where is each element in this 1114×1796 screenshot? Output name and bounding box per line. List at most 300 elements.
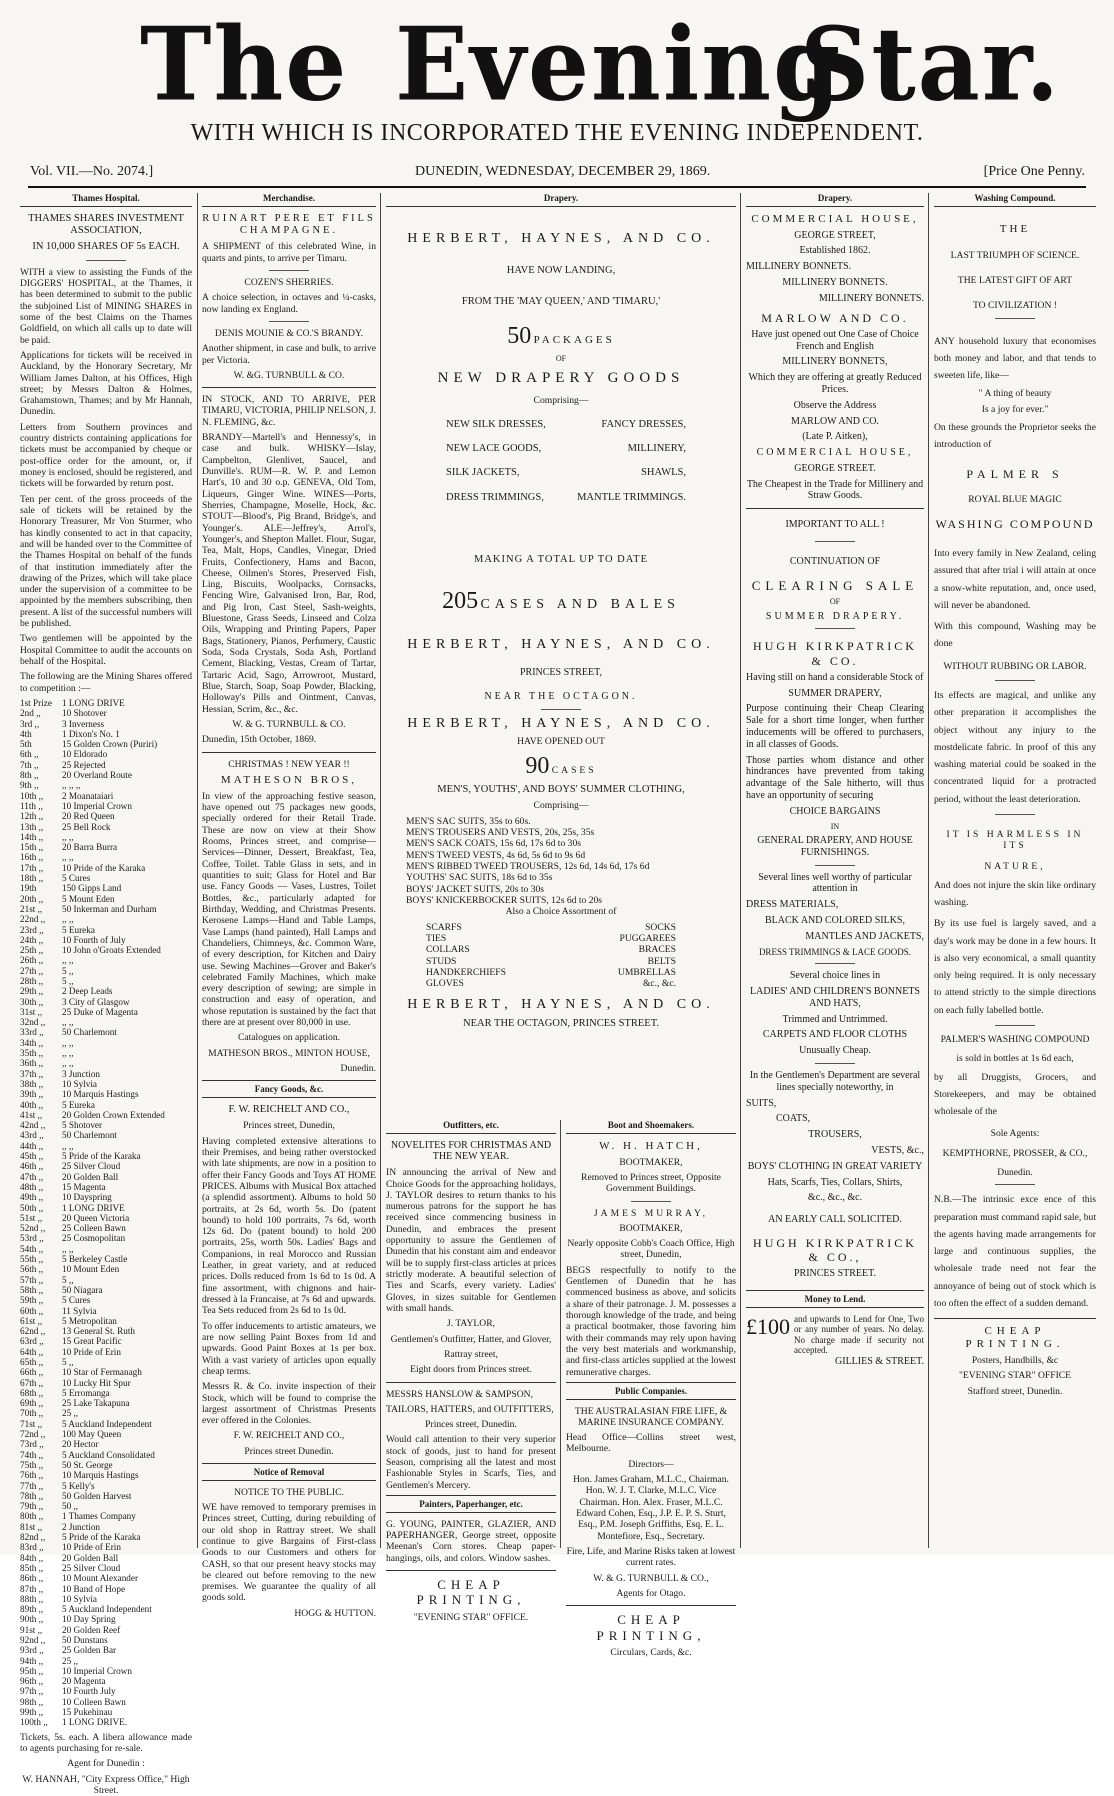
prize-rank: 57th ,,: [20, 1274, 44, 1285]
prize-shares: 25 Colleen Bawn: [62, 1223, 126, 1234]
prize-shares: 25 Lake Takapuna: [62, 1398, 130, 1409]
paragraph: Into every family in New Zealand, celing assured that after trial i will attain at once a snow-white reputation, and, once used, will never be abandoned.: [934, 548, 1096, 611]
address: PRINCES STREET.: [793, 1268, 877, 1280]
paragraph: Two gentlemen will be appointed by the Hospital Committee to audit the accounts on behalf of the Hospital.: [20, 633, 192, 668]
prize-rank: 37th ,,: [20, 1068, 44, 1079]
prize-rank: 58th ,,: [20, 1284, 44, 1295]
prize-row: [20, 1058, 192, 1068]
prize-rank: 6th ,,: [20, 749, 39, 760]
prize-row: [20, 873, 192, 883]
firm-name: HERBERT, HAYNES, AND CO.: [407, 715, 715, 731]
prize-shares: 20 Magenta: [62, 1676, 106, 1687]
prize-rank: 36th ,,: [20, 1058, 44, 1069]
section-heading: Drapery.: [746, 193, 924, 207]
prize-row: [20, 1027, 192, 1037]
ad-headline: IT IS HARMLESS IN ITS: [946, 828, 1084, 852]
accessory-row: [426, 956, 676, 967]
divider: [202, 752, 376, 753]
paragraph: Would call attention to their very superior stock of goods, just to hand for present Season, comprising all the latest and most Fashionable Styles in Scarfs, Ties, and Gentlemen's Mercery.: [386, 1434, 556, 1491]
prize-shares: 10 Colleen Bawn: [62, 1696, 126, 1707]
ad-line: COATS,: [776, 1113, 811, 1125]
prize-shares: 5 ,,: [62, 1356, 74, 1367]
prize-shares: 3 Junction: [62, 1068, 101, 1079]
divider: [269, 270, 309, 271]
prize-row: [20, 955, 192, 965]
prize-shares: ,, ,,: [62, 1017, 74, 1028]
prize-rank: 1st Prize: [20, 697, 52, 708]
prize-rank: 91st ,,: [20, 1624, 43, 1635]
suits-list: [386, 816, 736, 907]
paragraph: Head Office—Collins street west, Melbourne.: [566, 1432, 736, 1455]
prize-rank: 9th ,,: [20, 780, 39, 791]
address: PRINCES STREET,: [519, 667, 603, 679]
column-divider: [380, 193, 381, 1548]
prize-shares: 10 John o'Groats Extended: [62, 945, 161, 956]
prize-rank: 61st ,,: [20, 1315, 43, 1326]
prize-row: [20, 1614, 192, 1624]
ad-line: COMMERCIAL HOUSE,: [756, 447, 914, 459]
ad-line: Unusually Cheap.: [799, 1045, 871, 1057]
paragraph: The following are the Mining Shares offered to competition :—: [20, 671, 192, 694]
ad-title: COZEN'S SHERRIES.: [244, 276, 334, 288]
prize-row: [20, 863, 192, 873]
prize-rank: 68th ,,: [20, 1387, 44, 1398]
prize-row: [20, 1182, 192, 1192]
prize-row: [20, 1686, 192, 1696]
column-outfitters: [386, 1120, 556, 1623]
ad-line: Sole Agents:: [990, 1128, 1040, 1140]
paragraph: And does not injure the skin like ordinary washing.: [934, 879, 1096, 909]
signature: W. & G. TURNBULL & CO.: [232, 718, 346, 730]
prize-shares: 10 Day Spring: [62, 1614, 116, 1625]
ad-line: TROUSERS,: [808, 1129, 862, 1141]
prize-row: [20, 1563, 192, 1573]
section-heading: Money to Lend.: [746, 1290, 924, 1308]
prize-row: [20, 739, 192, 749]
prize-rank: 95th ,,: [20, 1665, 44, 1676]
prize-rank: 22nd ,,: [20, 914, 46, 925]
ad-line: FROM THE 'MAY QUEEN,' AND 'TIMARU,': [461, 295, 661, 307]
prize-row: [20, 1676, 192, 1686]
prize-row: [20, 1254, 192, 1264]
prize-rank: 13th ,,: [20, 821, 44, 832]
goods-item: MILLINERY,: [627, 443, 686, 454]
prize-row: [20, 1357, 192, 1367]
address: Dunedin.: [997, 1166, 1033, 1178]
ad-headline: SUMMER DRAPERY.: [765, 610, 905, 622]
accessory-item: BELTS: [647, 955, 676, 967]
prize-shares: 100 May Queen: [62, 1429, 122, 1440]
ad-line: Circulars, Cards, &c.: [610, 1646, 692, 1658]
goods-item: NEW SILK DRESSES,: [446, 418, 546, 430]
prize-rank: 87th ,,: [20, 1583, 44, 1594]
prize-row: [20, 708, 192, 718]
column-divider: [197, 193, 198, 1548]
dateline: [30, 162, 1085, 184]
prize-row: [20, 1017, 192, 1027]
prize-shares: 50 ,,: [62, 1501, 79, 1512]
section-heading: Painters, Paperhanger, etc.: [386, 1495, 556, 1513]
goods-item: FANCY DRESSES,: [601, 418, 686, 430]
prize-shares: ,, ,,: [62, 1243, 74, 1254]
accessory-item: GLOVES: [426, 978, 464, 990]
prize-shares: 10 Fourth July: [62, 1686, 116, 1697]
prize-rank: 45th ,,: [20, 1151, 44, 1162]
paragraph: With this compound, Washing may be done: [934, 621, 1096, 650]
prize-row: [20, 1367, 192, 1377]
prize-rank: 18th ,,: [20, 873, 44, 884]
ad-line: GENERAL DRAPERY, AND HOUSE FURNISHINGS.: [757, 834, 913, 858]
prize-row: [20, 1481, 192, 1491]
prize-rank: 44th ,,: [20, 1140, 44, 1151]
prize-shares: 5 Auckland Consolidated: [62, 1449, 155, 1460]
paragraph: In view of the approaching festive season, have opened out 75 packages new goods, specially ordered for their Retail Trade. These are now on view at their Show Rooms, Princes street, and comprise— Services—Dinner, Dessert, Breakfast, Tea, Coffee, Toilet. Table Glass in sets, and in quantities to suit; Glass for Hotel and Bar use. Fancy Goods — Vases, Lustres, Toilet Bottles, &c., particularly adapted for Birthday, Wedding, and Christmas Presents. Kerosene Lamps—Hand and Table Lamps, Vase Lamps (hand painted), Hall Lamps and Chandeliers, Chimneys, &c. Common Ware, of every description, for Kitchen and Dairy use. Sewing Machines—Grover and Baker's celebrated Family Machines, which make every description of sewing; are simple in construction and easy of operation, and whose reputation is sustained by the fact that there are at present over 80,000 in use.: [202, 790, 376, 1029]
section-heading: Public Companies.: [566, 1382, 736, 1400]
prize-row: [20, 1573, 192, 1583]
ad-line: BOYS' CLOTHING IN GREAT VARIETY: [747, 1160, 923, 1172]
prize-row: [20, 1336, 192, 1346]
prize-shares: 10 Shotover: [62, 708, 107, 719]
section-heading: Fancy Goods, &c.: [202, 1080, 376, 1098]
paragraph: Which they are offering at greatly Reduced Prices.: [748, 372, 922, 395]
prize-shares: 10 Eldorado: [62, 749, 108, 760]
prize-rank: 62nd ,,: [20, 1326, 46, 1337]
prize-shares: 5 ,,: [62, 976, 74, 986]
prize-rank: 10th ,,: [20, 790, 44, 801]
prize-rank: 96th ,,: [20, 1676, 44, 1687]
signature: Eight doors from Princes street.: [410, 1364, 532, 1376]
prize-row: [20, 1450, 192, 1460]
prize-shares: 5 Cures: [62, 1295, 91, 1306]
accessory-item: PUGGAREES: [619, 932, 676, 944]
prize-row: [20, 1470, 192, 1480]
prize-shares: 5 Auckland Independent: [62, 1418, 152, 1429]
accessory-item: COLLARS: [426, 944, 470, 956]
ad-line: CONTINUATION OF: [789, 556, 881, 568]
ad-line: OF: [555, 354, 567, 364]
ad-line: "EVENING STAR" OFFICE: [958, 1370, 1072, 1382]
prize-rank: 14th ,,: [20, 831, 44, 842]
accessory-row: [426, 944, 676, 955]
prize-row: [20, 1388, 192, 1398]
prize-rank: 52nd ,,: [20, 1223, 46, 1234]
prize-shares: 5 Pride of the Karaka: [62, 1151, 141, 1162]
prize-shares: 5 ,,: [62, 965, 74, 976]
ad-line: MAKING A TOTAL UP TO DATE: [474, 554, 648, 566]
column-commercial-house: [746, 193, 924, 1548]
prize-rank: 33rd ,,: [20, 1027, 44, 1038]
prize-shares: 5 Shotover: [62, 1120, 103, 1131]
prize-shares: 1 Thames Company: [62, 1511, 136, 1522]
divider: [995, 1184, 1035, 1185]
prize-rank: 88th ,,: [20, 1593, 44, 1604]
prize-row: [20, 1089, 192, 1099]
brand-name: PALMER S: [966, 467, 1064, 482]
ad-line: DRESS MATERIALS,: [746, 899, 839, 911]
prize-shares: 5 Eureka: [62, 1099, 95, 1110]
suit-item: BOYS' JACKET SUITS, 20s to 30s: [406, 883, 545, 895]
prize-shares: 50 Inkerman and Durham: [62, 903, 157, 914]
prize-rank: 92nd ,,: [20, 1635, 46, 1645]
prize-row: [20, 780, 192, 790]
prize-rank: 86th ,,: [20, 1573, 44, 1584]
prize-row: [20, 770, 192, 780]
paragraph: Having still on hand a considerable Stock of: [746, 671, 924, 683]
prize-rank: 71st ,,: [20, 1418, 43, 1429]
ad-title: NOVELITES FOR CHRISTMAS AND THE NEW YEAR.: [390, 1139, 552, 1163]
goods-item: MANTLE TRIMMINGS.: [577, 491, 686, 503]
prize-shares: 20 Golden Ball: [62, 1552, 119, 1563]
prize-rank: 38th ,,: [20, 1078, 44, 1089]
prize-row: [20, 729, 192, 739]
prize-rank: 83rd ,,: [20, 1542, 44, 1553]
ad-line: Stafford street, Dunedin.: [967, 1385, 1063, 1397]
prize-rank: 53rd ,,: [20, 1233, 44, 1244]
prize-shares: 15 Golden Crown (Puriri): [62, 739, 158, 750]
paragraph: N.B.—The intrinsic exce ence of this preparation must command rapid sale, but the agents having made arrangements for large and continuous supplies, the wholesale trade need not fear the annoyance of being out of stock which is too often the effect of a sudden demand.: [934, 1194, 1096, 1309]
prize-rank: 34th ,,: [20, 1037, 44, 1048]
prize-shares: 10 Sylvia: [62, 1078, 97, 1089]
prize-shares: 10 Lucky Hit Spur: [62, 1377, 131, 1388]
paragraph: BRANDY—Martell's and Hennessy's, in case and bulk. WHISKY—Islay, Campbelton, Glenlivet, Saucel, and Dunville's. RUM—R. W. P. and Lemon Hart's, 10 and 30 o.p. GENEVA, Old Tom, Liqueurs, Ginger Wine. WINES—Ports, Sherries, Champagne, Moselle, Hock, &c. STOUT—Blood's, Pig Brand, Bridge's, and Younger's. ALE—Jeffrey's, Arrol's, Younger's, and Shepton Mallet. Flour, Sugar, Tea, Malt, Hops, Candles, Vinegar, Dried Fruits, Confectionery, Hams and Bacon, Cheese, Oilmen's Stores, Preserved Fish, Ling, Biscuits, Woolpacks, Cornsacks, Fencing Wire, Galvanised Iron, Bar, Rod, and Pig Iron, Cast Steel, Sash-weights, Bluestone, Grass Seeds, Linseed and Colza Oils, Wrapping and Printing Papers, Paper Bags, Stationery, Pianos, Perfumery, Caustic Soda, Soda Crystals, Soda Ash, Portland Cement, Blacking, Vestas, Cream of Tartar, Tartaric Acid, Sago, Arrowroot, Mustard, Blue, Starch, Soap, Soap Powder, Blacking, Holloway's Pills and Ointment, Canvas, Hessian, Scrim, &c., &c.: [202, 432, 376, 715]
prize-row: [20, 719, 192, 729]
prize-shares: 25 ,,: [62, 1655, 79, 1666]
prize-row: [20, 791, 192, 801]
signature: W. & G. TURNBULL & CO.,: [593, 1572, 709, 1584]
ad-line: AN EARLY CALL SOLICITED.: [768, 1214, 902, 1226]
prize-rank: 40th ,,: [20, 1099, 44, 1110]
prize-row: [20, 1439, 192, 1449]
goods-row: [446, 467, 686, 479]
firm-name: MATHESON BROS,: [220, 773, 358, 786]
paragraph: Hon. James Graham, M.L.C., Chairman. Hon. W. J. T. Clarke, M.L.C. Vice Chairman. Hon. Alex. Fraser, M.L.C. Edward Cohen, Esq., J.P. E. P. S. Sturt, Esq., P.M. Joseph Griffiths, Esq. E. L. Montefiore, Esq., Secretary.: [573, 1474, 729, 1542]
prize-rank: 90th ,,: [20, 1614, 44, 1625]
prize-shares: 25 Golden Bar: [62, 1645, 117, 1656]
prize-rank: 64th ,,: [20, 1346, 44, 1357]
firm-name: HUGH KIRKPATRICK & CO.,: [753, 1235, 917, 1265]
prize-shares: 10 Band of Hope: [62, 1583, 126, 1594]
prize-row: [20, 1511, 192, 1521]
divider: [566, 1605, 736, 1606]
number: 90: [525, 752, 550, 779]
accessory-item: SCARFS: [426, 921, 462, 933]
accessory-row: [426, 967, 676, 978]
ad-line: Hats, Scarfs, Ties, Collars, Shirts,: [767, 1176, 903, 1188]
ad-line: SUMMER DRAPERY,: [788, 687, 882, 699]
ad-line: SUITS,: [746, 1097, 777, 1109]
prize-row: [20, 1130, 192, 1140]
firm-name: HERBERT, HAYNES, AND CO.: [407, 636, 715, 652]
divider: [202, 387, 376, 388]
divider: [995, 318, 1035, 319]
divider: [386, 1570, 556, 1571]
prize-rank: 98th ,,: [20, 1696, 44, 1707]
prize-shares: ,, ,,: [62, 1048, 74, 1059]
masthead-subtitle: WITH WHICH IS INCORPORATED THE EVENING INDEPENDENT.: [190, 120, 924, 146]
prize-rank: 93rd ,,: [20, 1645, 44, 1656]
prize-row: [20, 1347, 192, 1357]
prize-list: [20, 698, 192, 1728]
paragraph: ANY household luxury that economises both money and labor, and that tends to sweeten life, like—: [934, 335, 1096, 382]
prize-rank: 70th ,,: [20, 1408, 44, 1419]
ad-line: BLACK AND COLORED SILKS,: [764, 914, 905, 926]
prize-row: [20, 1141, 192, 1151]
prize-rank: 30th ,,: [20, 996, 44, 1007]
prize-rank: 28th ,,: [20, 976, 44, 986]
prize-shares: 10 Mount Alexander: [62, 1573, 139, 1584]
prize-shares: 5 Kelly's: [62, 1480, 95, 1491]
prize-shares: 25 Rejected: [62, 759, 106, 770]
ad-line: MANTLES AND JACKETS,: [805, 930, 924, 942]
divider: [815, 628, 855, 629]
prize-shares: 10 Star of Fermanagh: [62, 1367, 142, 1378]
prize-rank: 97th ,,: [20, 1686, 44, 1697]
prize-row: [20, 760, 192, 770]
prize-rank: 23rd ,,: [20, 924, 44, 935]
prize-rank: 76th ,,: [20, 1470, 44, 1481]
divider: [631, 1201, 671, 1202]
firm-name: KEMPTHORNE, PROSSER, & CO.,: [942, 1147, 1088, 1159]
accessory-item: HANDKERCHIEFS: [426, 966, 506, 978]
prize-row: [20, 1491, 192, 1501]
ad-headline: THE LATEST GIFT OF ART: [957, 274, 1073, 286]
ad-headline: NATURE,: [984, 861, 1046, 873]
prize-row: [20, 1532, 192, 1542]
prize-rank: 19th: [20, 883, 37, 894]
prize-row: [20, 1378, 192, 1388]
ad-title: THAMES SHARES INVESTMENT ASSOCIATION,: [28, 212, 184, 236]
divider: [815, 963, 855, 964]
paragraph: By its use fuel is largely saved, and a day's work may be done in a few hours. It is also very economical, a small quantity only being required. It is only necessary to attend strictly to the simple directions on each fully labelled bottle.: [934, 918, 1096, 1016]
ad-line: Directors—: [628, 1458, 674, 1470]
prize-shares: 5 Berkeley Castle: [62, 1254, 128, 1265]
prize-rank: 2nd ,,: [20, 708, 41, 719]
suit-item: MEN'S SAC SUITS, 35s to 60s.: [406, 815, 531, 827]
prize-shares: ,, ,,: [62, 1140, 74, 1151]
goods-row: [446, 419, 686, 431]
paragraph: Catalogues on application.: [237, 1032, 341, 1044]
prize-rank: 11th ,,: [20, 800, 43, 811]
divider: [815, 541, 855, 542]
prize-shares: 50 Charlemont: [62, 1027, 117, 1038]
prize-shares: 5 Erromanga: [62, 1387, 110, 1398]
prize-rank: 63rd ,,: [20, 1336, 44, 1347]
prize-rank: 94th ,,: [20, 1655, 44, 1666]
divider: [995, 814, 1035, 815]
prize-rank: 42nd ,,: [20, 1120, 46, 1131]
prize-rank: 35th ,,: [20, 1048, 44, 1059]
paragraph: G. YOUNG, PAINTER, GLAZIER, AND PAPERHANGER, George street, opposite Meenan's Corn stores. Cheap paper-hangings, oils, and colors. Window sashes.: [386, 1518, 556, 1564]
prize-rank: 81st ,,: [20, 1521, 43, 1532]
ad-line: GEORGE STREET.: [794, 462, 876, 474]
ad-line: THE: [999, 222, 1031, 235]
paragraph: Several lines well worthy of particular attention in: [758, 871, 912, 895]
prize-rank: 20th ,,: [20, 893, 44, 904]
prize-shares: 25 Cosmopolitan: [62, 1233, 126, 1244]
prize-row: [20, 1717, 192, 1727]
ad-headline: LAST TRIUMPH OF SCIENCE.: [950, 249, 1080, 261]
ad-line: MEN'S, YOUTHS', AND BOYS' SUMMER CLOTHING,: [437, 784, 685, 796]
column-merchandise: [202, 193, 376, 1619]
prize-shares: 50 St. George: [62, 1459, 113, 1470]
ad-headline: NEW DRAPERY GOODS: [437, 369, 685, 386]
prize-rank: 29th ,,: [20, 986, 44, 997]
paragraph: Its effects are magical, and unlike any other preparation it accomplishes the object without any injury to the mostdelicate fabric. In proof of this any washing material could be soaked in the concentrated liquid for a protracted period, without the least deterioration.: [934, 690, 1096, 805]
prize-shares: 10 Imperial Crown: [62, 800, 132, 811]
prize-row: [20, 986, 192, 996]
prize-shares: 10 Sylvia: [62, 1593, 97, 1604]
prize-rank: 26th ,,: [20, 955, 44, 966]
prize-shares: 10 Mount Eden: [62, 1264, 120, 1275]
prize-row: [20, 1007, 192, 1017]
suit-item: BOYS' KNICKERBOCKER SUITS, 12s 6d to 20s: [406, 894, 603, 906]
prize-row: [20, 832, 192, 842]
suit-item: MEN'S TWEED VESTS, 4s 6d, 5s 6d to 9s 6d: [406, 849, 586, 861]
divider: [934, 1318, 1096, 1319]
paragraph: Messrs R. & Co. invite inspection of their Stock, which will be found to comprise the largest assortment of Christmas Presents ever offered in the Colonies.: [202, 1381, 376, 1427]
divider: [269, 321, 309, 322]
divider: [746, 508, 924, 509]
column-thames-hospital: [20, 193, 192, 1796]
prize-row: [20, 935, 192, 945]
prize-shares: 2 Deep Leads: [62, 986, 113, 997]
ad-line: MARLOW AND CO.: [791, 415, 879, 427]
prize-shares: ,, ,,: [62, 831, 74, 842]
suit-item: MEN'S RIBBED TWEED TROUSERS, 12s 6d, 14s 6d, 17s 6d: [406, 861, 650, 872]
goods-item: SHAWLS,: [641, 467, 686, 479]
signature: MATHESON BROS., MINTON HOUSE,: [208, 1047, 370, 1059]
ad-headline: TO CIVILIZATION !: [972, 300, 1057, 312]
paragraph: Ten per cent. of the gross proceeds of the sale of tickets will be retained by the Honorary Treasurer, Mr Von Sturmer, who has kindly consented to act in that capacity, and will be handed over to the Committee of the Thames Hospital on behalf of the funds of that institution immediately after the drawing of the Prizes, which will take place under the supervision of a committee to be appointed by the members subscribing, then present. A list of the successful numbers will be published.: [20, 493, 192, 630]
section-heading: Merchandise.: [202, 193, 376, 207]
divider: [815, 865, 855, 866]
prize-rank: 51st ,,: [20, 1212, 43, 1223]
prize-rank: 4th: [20, 728, 32, 739]
prize-row: [20, 1326, 192, 1336]
prize-row: [20, 852, 192, 862]
prize-row: [20, 1645, 192, 1655]
prize-row: [20, 883, 192, 893]
issue-date: DUNEDIN, WEDNESDAY, DECEMBER 29, 1869.: [415, 164, 711, 179]
prize-shares: 10 Marquis Hastings: [62, 1470, 139, 1481]
firm-name: MARLOW AND CO.: [761, 310, 909, 325]
ad-line: CASES: [551, 764, 597, 776]
ad-headline: PALMER'S WASHING COMPOUND: [940, 1033, 1090, 1045]
prize-shares: 10 Pride of the Karaka: [62, 862, 146, 873]
prize-row: [20, 1429, 192, 1439]
prize-row: [20, 1542, 192, 1552]
signature: W. &G. TURNBULL & CO.: [233, 369, 345, 381]
suit-item: YOUTHS' SAC SUITS, 18s 6d to 35s: [406, 872, 553, 884]
prize-rank: 16th ,,: [20, 852, 44, 863]
section-heading: Outfitters, etc.: [386, 1120, 556, 1134]
prize-row: [20, 1110, 192, 1120]
prize-row: [20, 914, 192, 924]
ad-line: PACKAGES: [533, 333, 615, 346]
prize-shares: 20 Red Queen: [62, 811, 115, 822]
paragraph: Having completed extensive alterations to their Premises, and being rather overstocked with late shipments, are now in a position to offer their Fancy Goods and Toys AT HOME PRICES. Albums with Musical Box attached (a splendid assortment). Albums to hold 50 portraits, at 2s 6d, worth 5s. Do (patent bound) to hold 100 portraits, 7s 6d, worth 12s 6d. Do (patent bound) to hold 200 portraits, 25s, worth 50s. Ladies' Bags and Companions, in real Morocco and Russian Leather, in great variety, and at reduced prices. Dolls reduced from 1s 6d to 1s 0d. A fine assortment, with chignons and hair-dressed à la Francaise, at 7s 6d and upwards. Tea Sets reduced from 2s 6d to 1s 0d.: [202, 1135, 376, 1317]
money-amount: £100: [746, 1313, 790, 1339]
prize-shares: 1 LONG DRIVE.: [62, 1717, 128, 1728]
prize-rank: 74th ,,: [20, 1449, 44, 1460]
column-bootmakers: [566, 1120, 736, 1658]
prize-row: [20, 1079, 192, 1089]
ad-line: IN: [830, 821, 840, 831]
prize-shares: 5 Mount Eden: [62, 893, 115, 904]
prize-rank: 60th ,,: [20, 1305, 44, 1316]
firm-name: F. W. REICHELT AND CO.,: [228, 1103, 350, 1115]
paragraph: To offer inducements to artistic amateurs, we are now selling Paint Boxes from 1d and upwards. Good Paint Boxes at 1s per box. With a vast variety of articles upon equally cheap terms.: [202, 1320, 376, 1377]
